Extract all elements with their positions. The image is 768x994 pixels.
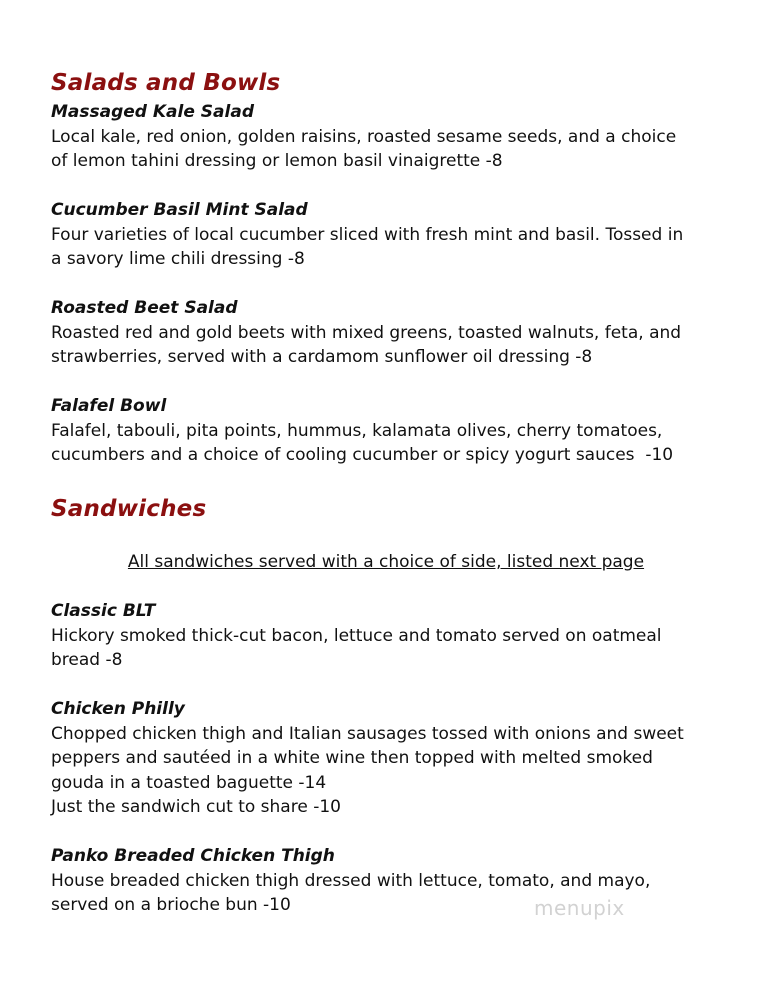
menupix-watermark: menupix <box>534 896 625 920</box>
menu-item-classic-blt <box>51 599 731 673</box>
item-name: Cucumber Basil Mint Salad <box>51 200 308 220</box>
item-name: Chicken Philly <box>51 699 185 719</box>
item-description-line: strawberries, served with a cardamom sunflower oil dressing -8 <box>51 347 593 367</box>
menu-item-chicken-philly <box>51 697 731 820</box>
item-description-line: Chopped chicken thigh and Italian sausages tossed with onions and sweet <box>51 723 684 744</box>
item-name: Panko Breaded Chicken Thigh <box>51 846 335 866</box>
item-description-line: bread -8 <box>51 650 123 670</box>
item-description-line: House breaded chicken thigh dressed with lettuce, tomato, and mayo, <box>51 870 651 891</box>
item-description-line: gouda in a toasted baguette -14 <box>51 772 327 793</box>
item-description-line: Just the sandwich cut to share -10 <box>51 797 341 817</box>
item-description-line: Local kale, red onion, golden raisins, roasted sesame seeds, and a choice <box>51 126 677 147</box>
menu-item-cucumber-basil-mint-salad <box>51 198 731 272</box>
menu-item-massaged-kale-salad <box>51 100 731 174</box>
menu-item-panko-breaded-chicken-thigh <box>51 844 731 918</box>
sandwich-side-note: All sandwiches served with a choice of side, listed next page <box>127 552 645 572</box>
item-name: Massaged Kale Salad <box>51 102 254 122</box>
section-title-salads-and-bowls: Salads and Bowls <box>51 70 281 96</box>
item-description-line: Four varieties of local cucumber sliced with fresh mint and basil. Tossed in <box>51 224 684 245</box>
item-description-line: cucumbers and a choice of cooling cucumber or spicy yogurt sauces -10 <box>51 445 674 465</box>
item-description-line: of lemon tahini dressing or lemon basil vinaigrette -8 <box>51 151 503 171</box>
item-description-line: peppers and sautéed in a white wine then topped with melted smoked <box>51 748 653 768</box>
section-title-sandwiches: Sandwiches <box>51 495 207 522</box>
item-description-line: served on a brioche bun -10 <box>51 895 291 915</box>
item-description-line: a savory lime chili dressing -8 <box>51 249 305 269</box>
item-name: Classic BLT <box>51 601 156 621</box>
menu-item-falafel-bowl <box>51 394 731 468</box>
item-name: Falafel Bowl <box>51 396 167 416</box>
menu-item-roasted-beet-salad <box>51 296 731 370</box>
item-description-line: Falafel, tabouli, pita points, hummus, kalamata olives, cherry tomatoes, <box>51 420 663 441</box>
item-name: Roasted Beet Salad <box>51 298 238 318</box>
item-description-line: Hickory smoked thick-cut bacon, lettuce and tomato served on oatmeal <box>51 625 662 646</box>
item-description-line: Roasted red and gold beets with mixed greens, toasted walnuts, feta, and <box>51 322 682 343</box>
menu-page <box>51 66 731 918</box>
